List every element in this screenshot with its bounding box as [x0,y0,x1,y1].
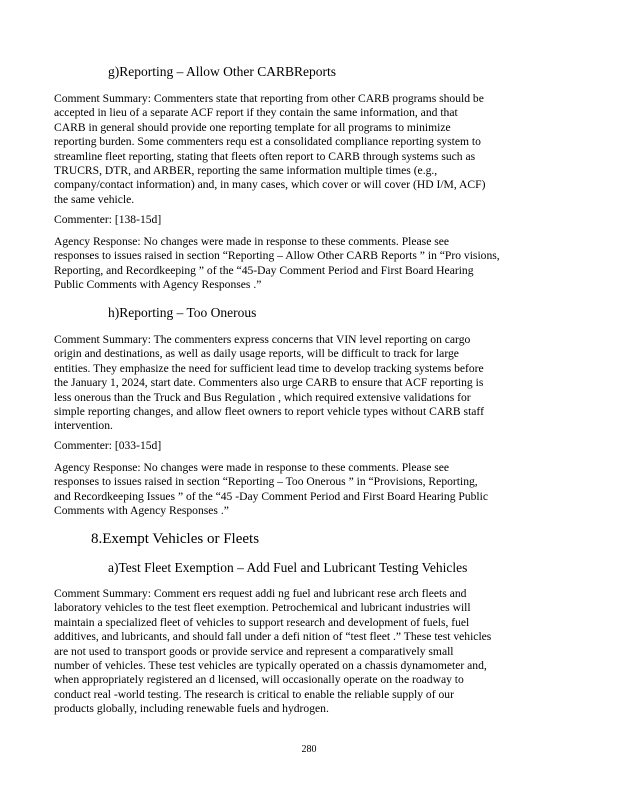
text-line: Agency Response: No changes were made in response to these comments. Please see [54,461,450,474]
agency-response-1 [54,235,559,293]
text-line: responses to issues raised in section “Reporting – Too Onerous ” in “Provisions, Reporting, [54,475,478,489]
text-line: additives, and lubricants, and should fall under a defi nition of “test fleet .” These test vehicles [54,630,492,644]
text-line: when appropriately registered an d licensed, will occasionally operate on the roadway to [54,673,464,687]
text-line: Public Comments with Agency Responses .” [54,278,262,292]
text-line: the January 1, 2024, start date. Commenters also urge CARB to ensure that ACF reporting is [54,376,484,390]
section-heading-reporting-allow-other: g)Reporting – Allow Other CARBReports [108,64,336,79]
commenter-2-text: Commenter: [033-15d] [54,439,162,452]
text-line: entities. They emphasize the need for sufficient lead time to develop tracking systems before [54,361,484,375]
text-line: CARB in general should provide one reporting template for all programs to minimize [54,120,451,134]
section-heading-exempt-vehicles: 8.Exempt Vehicles or Fleets [91,531,260,547]
text-line: accepted in lieu of a separate ACF report if they contain the same information, and that [54,106,458,120]
page-number: 280 [301,744,317,755]
text-line: streamline fleet reporting, stating that fleets often report to CARB through systems such as [54,149,476,163]
text-line: conduct real -world testing. The research is critical to enable the reliable supply of our [54,687,454,701]
commenter-1 [54,213,559,227]
text-line: products globally, including renewable fuels and hydrogen. [54,702,329,716]
text-line: Comment Summary: Comment ers request addi ng fuel and lubricant rese arch fleets and [54,587,467,600]
text-line: laboratory vehicles to the test fleet exemption. Petrochemical and lubricant industries will [54,601,471,615]
text-line: intervention. [54,419,113,433]
text-line: Reporting, and Recordkeeping ” of the “45-Day Comment Period and First Board Hearing [54,263,474,277]
text-line: Comment Summary: The commenters express concerns that VIN level reporting on cargo [54,333,471,346]
text-line: number of vehicles. These test vehicles are typically operated on a chassis dynamometer and, [54,659,487,673]
text-line: simple reporting changes, and allow fleet owners to report vehicle types without CARB staff [54,405,484,419]
text-line: responses to issues raised in section “Reporting – Allow Other CARB Reports ” in “Pro visions, [54,249,500,263]
commenter-2 [54,439,559,453]
comment-summary-2 [54,333,559,434]
commenter-1-text: Commenter: [138-15d] [54,213,162,226]
text-line: and Recordkeeping Issues ” of the “45 -Day Comment Period and First Board Hearing Public [54,489,489,503]
text-line: Comment Summary: Commenters state that reporting from other CARB programs should be [54,92,484,105]
text-line: company/contact information) and, in many cases, which cover or will cover (HD I/M, ACF) [54,178,486,192]
comment-summary-3 [54,587,559,717]
comment-summary-1 [54,92,559,207]
text-line: Agency Response: No changes were made in response to these comments. Please see [54,235,450,248]
text-line: TRUCRS, DTR, and ARBER, reporting the same information multiple times (e.g., [54,164,438,178]
text-line: less onerous than the Truck and Bus Regulation , which required extensive validations for [54,390,471,404]
text-line: are not used to transport goods or provide service and represent a comparatively small [54,644,454,658]
text-line: the same vehicle. [54,192,135,206]
text-line: maintain a specialized fleet of vehicles to support research and development of fuels, fuel [54,615,470,629]
section-heading-test-fleet-exemption: a)Test Fleet Exemption – Add Fuel and Lubricant Testing Vehicles [108,560,468,575]
text-line: origin and destinations, as well as daily usage reports, will be difficult to track for large [54,347,459,361]
text-line: Comments with Agency Responses .” [54,504,229,518]
agency-response-2 [54,461,559,519]
text-line: reporting burden. Some commenters requ est a consolidated compliance reporting system to [54,135,481,149]
section-heading-reporting-too-onerous: h)Reporting – Too Onerous [108,305,257,320]
